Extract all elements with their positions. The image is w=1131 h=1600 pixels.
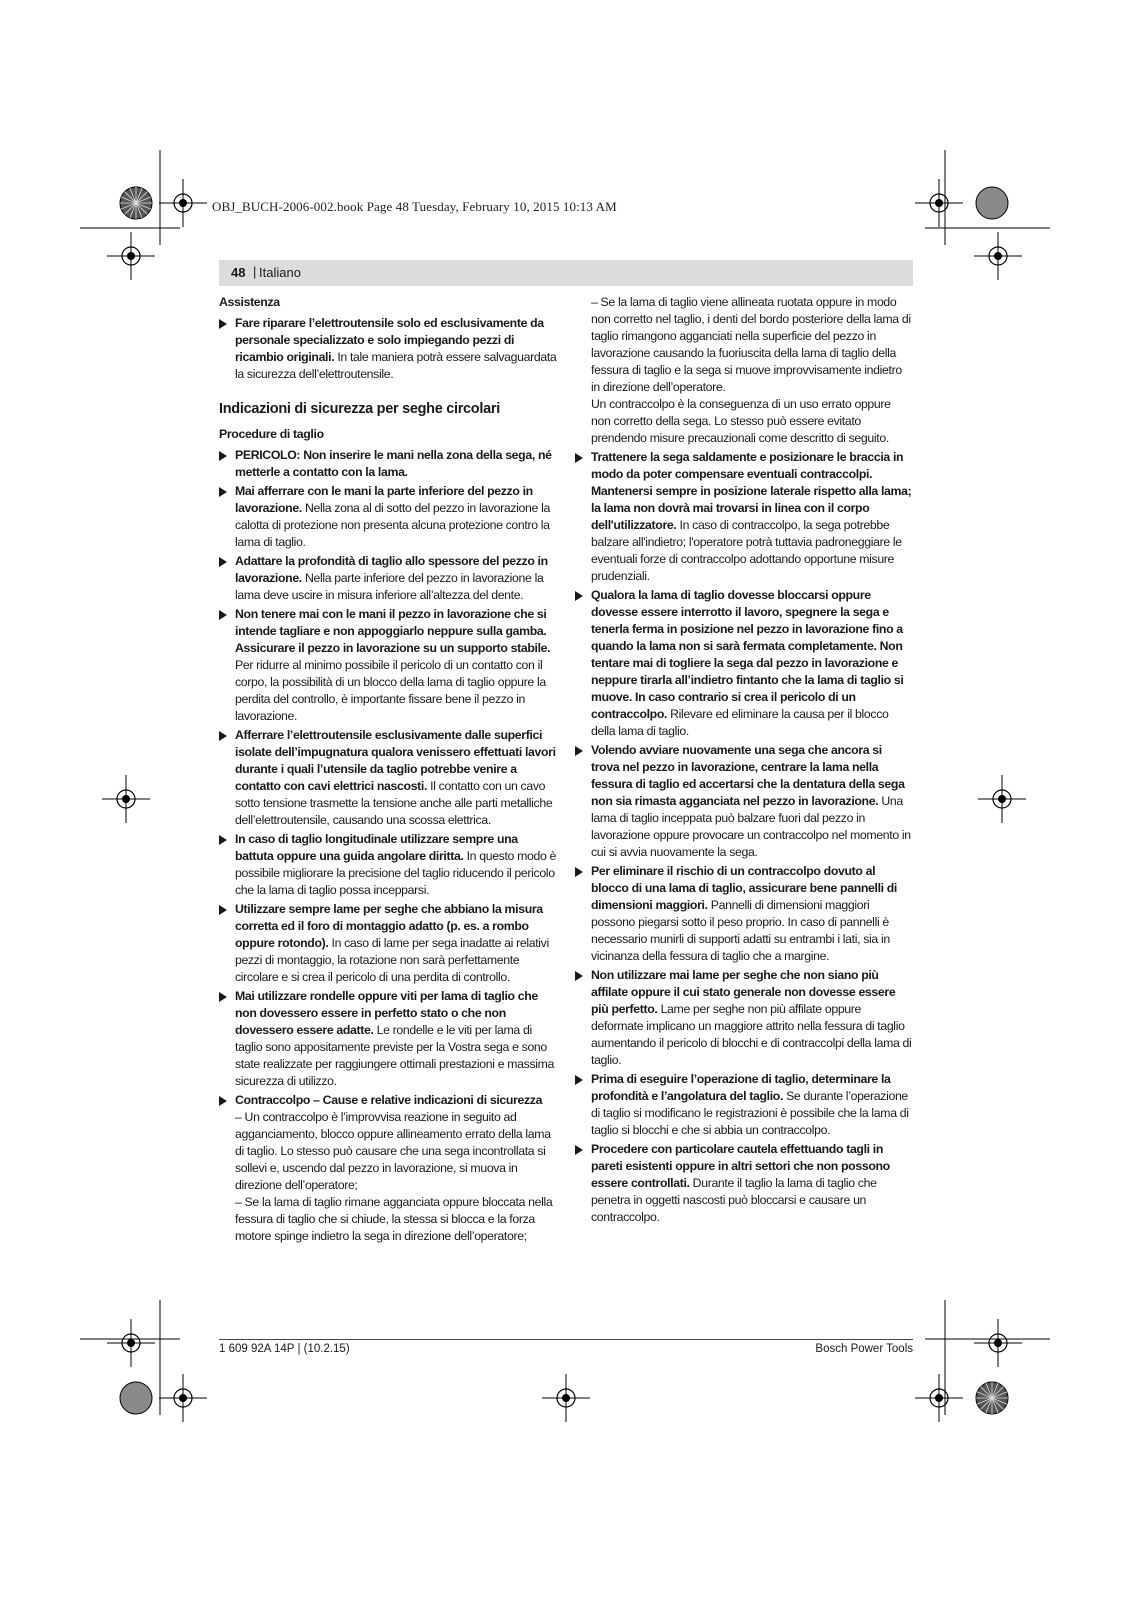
list-item	[219, 447, 557, 481]
footer-brand: Bosch Power Tools	[815, 1343, 913, 1355]
item-bold-text: Non tenere mai con le mani il pezzo in lavorazione che si intende tagliare e non appoggiarlo neppure sulla gamba. Assicurare il pezzo in lavorazione su un supporto stabile.	[235, 607, 551, 655]
item-bold-text: Mai utilizzare rondelle oppure viti per lama di taglio che non dovessero essere in perfetto stato o che non dovessero essere adatte.	[235, 989, 538, 1037]
footer-document-code: 1 609 92A 14P | (10.2.15)	[219, 1343, 350, 1355]
bullet-triangle-icon	[575, 746, 583, 756]
footer-rule	[219, 1339, 913, 1340]
list-item	[575, 449, 913, 585]
item-text: Una lama di taglio inceppata può balzare fuori dal pezzo in lavorazione oppure provocare un contraccolpo nel momento in cui si avvia nuovamente la sega.	[591, 794, 911, 859]
bullet-triangle-icon	[575, 453, 583, 463]
item-text: Nella zona al di sotto del pezzo in lavorazione la calotta di protezione non presenta alcuna protezione contro la lama di taglio.	[235, 501, 550, 549]
item-text: Lame per seghe non più affilate oppure deformate implicano un maggiore attrito nella fessura di taglio aumentando il pericolo di blocchi e di contraccolpi della lama di taglio.	[591, 1002, 912, 1067]
bullet-triangle-icon	[219, 905, 227, 915]
bullet-triangle-icon	[219, 731, 227, 741]
item-text: Durante il taglio la lama di taglio che penetra in oggetti nascosti può bloccarsi e causare un contraccolpo.	[591, 1176, 877, 1224]
language-label: Italiano	[259, 265, 301, 280]
item-bold-text: Prima di eseguire l’operazione di taglio, determinare la profondità e l’angolatura del taglio.	[591, 1072, 891, 1103]
bullet-triangle-icon	[219, 610, 227, 620]
bullet-triangle-icon	[575, 867, 583, 877]
list-item	[219, 553, 557, 604]
bullet-triangle-icon	[219, 992, 227, 1002]
item-bold-text: Qualora la lama di taglio dovesse bloccarsi oppure dovesse essere interrotto il lavoro, spegnere la sega e tenerla ferma in posizione nel pezzo in lavorazione fino a quando la lama non si sarà fermata completamente. Non tentare mai di togliere la sega dal pezzo in lavorazione e neppure tirarla all’indietro fintanto che la lama di taglio si muove. In caso contrario si crea il pericolo di un contraccolpo.	[591, 588, 904, 721]
item-bold-text: Procedere con particolare cautela effettuando tagli in pareti esistenti oppure in altri settori che non possono essere controllati.	[591, 1142, 890, 1190]
right-column	[575, 294, 913, 1228]
item-text: In caso di contraccolpo, la sega potrebbe balzare all'indietro; l'operatore potrà tuttavia padroneggiare le eventuali forze di contraccolpo adottando opportune misure prudenziali.	[591, 518, 902, 583]
item-bold-text: Utilizzare sempre lame per seghe che abbiano la misura corretta ed il foro di montaggio adatto (p. es. a rombo oppure rotondo).	[235, 902, 543, 950]
bullet-triangle-icon	[219, 1096, 227, 1106]
continuation-paragraph-2: Un contraccolpo è la conseguenza di un uso errato oppure non corretto della sega. Lo stesso può essere evitato prendendo misure precauzionali come descritto di seguito.	[591, 397, 891, 445]
item-bold-text: Trattenere la sega saldamente e posizionare le braccia in modo da poter compensare eventuali contraccolpi. Mantenersi sempre in posizione laterale rispetto alla lama; la lama non dovrà mai trovarsi in linea con il corpo dell'utilizzatore.	[591, 450, 912, 532]
bullet-triangle-icon	[219, 557, 227, 567]
bullet-triangle-icon	[219, 835, 227, 845]
book-file-header: OBJ_BUCH-2006-002.book Page 48 Tuesday, February 10, 2015 10:13 AM	[212, 199, 617, 214]
list-item	[219, 988, 557, 1090]
page-header-bar	[219, 260, 913, 286]
item-text: Il contatto con un cavo sotto tensione trasmette la tensione anche alle parti metalliche dell’elettroutensile, causando una scossa elettrica.	[235, 779, 553, 827]
item-text: In tale maniera potrà essere salvaguardata la sicurezza dell’elettroutensile.	[235, 350, 557, 381]
bullet-triangle-icon	[575, 971, 583, 981]
left-column	[219, 294, 557, 1247]
kickback-paragraph-2: – Se la lama di taglio rimane agganciata oppure bloccata nella fessura di taglio che si chiude, la stessa si blocca e la forza motore spinge indietro la sega in direzione dell’operatore;	[235, 1195, 553, 1243]
list-item	[575, 863, 913, 965]
item-bold-text: Mai afferrare con le mani la parte inferiore del pezzo in lavorazione.	[235, 484, 533, 515]
continuation-paragraph-1: – Se la lama di taglio viene allineata ruotata oppure in modo non corretto nel taglio, i denti del bordo posteriore della lama di taglio rimangono agganciati nella superficie del pezzo in lavorazione causando la fuoriuscita della lama di taglio della fessura di taglio e la sega si muove improvvisamente indietro in direzione dell’operatore.	[591, 295, 911, 394]
subheading: Procedure di taglio	[219, 427, 324, 441]
bullet-triangle-icon	[575, 1075, 583, 1085]
item-bold-text: Adattare la profondità di taglio allo spessore del pezzo in lavorazione.	[235, 554, 548, 585]
item-text: Pannelli di dimensioni maggiori possono piegarsi sotto il peso proprio. In caso di pannelli è necessario munirli di supporti adatti su entrambi i lati, sia in vicinanza della fessura di taglio che a margine.	[591, 898, 890, 963]
item-text: Le rondelle e le viti per lama di taglio sono appositamente previste per la Vostra sega e sono state realizzate per raggiungere ottimali prestazioni e massima sicurezza di utilizzo.	[235, 1023, 555, 1088]
list-item	[575, 1071, 913, 1139]
list-item	[219, 727, 557, 829]
bullet-triangle-icon	[219, 319, 227, 329]
item-bold-text: PERICOLO: Non inserire le mani nella zona della sega, né metterle a contatto con la lama.	[235, 448, 552, 479]
list-item	[219, 831, 557, 899]
item-text: Per ridurre al minimo possibile il pericolo di un contatto con il corpo, la possibilità di un blocco della lama di taglio oppure la perdita del controllo, è importante fissare bene il pezzo in lavorazione.	[235, 658, 546, 723]
list-item	[219, 483, 557, 551]
bullet-triangle-icon	[575, 1145, 583, 1155]
list-item	[575, 967, 913, 1069]
item-text: In questo modo è possibile migliorare la precisione del taglio riducendo il pericolo che la lama di taglio possa incepparsi.	[235, 849, 557, 897]
assistenza-heading: Assistenza	[219, 295, 280, 309]
item-text: In caso di lame per sega inadatte ai relativi pezzi di montaggio, la rotazione non sarà perfettamente circolare e si crea il pericolo di una perdita di controllo.	[235, 936, 549, 984]
bullet-triangle-icon	[219, 487, 227, 497]
item-bold-text: Non utilizzare mai lame per seghe che non siano più affilate oppure il cui stato generale non dovesse essere più perfetto.	[591, 968, 896, 1016]
item-bold-text: Contraccolpo – Cause e relative indicazioni di sicurezza	[235, 1093, 543, 1107]
bullet-triangle-icon	[575, 591, 583, 601]
header-separator: |	[253, 264, 257, 279]
kickback-item	[219, 1092, 557, 1245]
list-item	[219, 901, 557, 986]
item-bold-text: In caso di taglio longitudinale utilizzare sempre una battuta oppure una guida angolare diritta.	[235, 832, 518, 863]
assistenza-item	[219, 315, 557, 383]
bullet-triangle-icon	[219, 451, 227, 461]
list-item	[575, 742, 913, 861]
item-bold-text: Afferrare l’elettroutensile esclusivamente dalle superfici isolate dell’impugnatura qualora venissero effettuati lavori durante i quali l’utensile da taglio potrebbe venire a contatto con cavi elettrici nascosti.	[235, 728, 556, 793]
list-item	[219, 606, 557, 725]
page-number: 48	[231, 265, 246, 280]
item-bold-text: Per eliminare il rischio di un contraccolpo dovuto al blocco di una lama di taglio, assicurare bene pannelli di dimensioni maggiori.	[591, 864, 898, 912]
kickback-continuation	[575, 294, 913, 447]
list-item	[575, 587, 913, 740]
list-item	[575, 1141, 913, 1226]
item-text: Rilevare ed eliminare la causa per il blocco della lama di taglio.	[591, 707, 889, 738]
item-text: Se durante l’operazione di taglio si modificano le registrazioni è possibile che la lama di taglio si blocchi e che si abbia un contraccolpo.	[591, 1089, 909, 1137]
item-bold-text: Volendo avviare nuovamente una sega che ancora si trova nel pezzo in lavorazione, centrare la lama nella fessura di taglio ed accertarsi che la dentatura della sega non sia rimasta agganciata nel pezzo in lavorazione.	[591, 743, 905, 808]
section-heading: Indicazioni di sicurezza per seghe circolari	[219, 401, 500, 417]
item-text: Nella parte inferiore del pezzo in lavorazione la lama deve uscire in misura inferiore all’altezza del dente.	[235, 571, 544, 602]
kickback-paragraph-1: – Un contraccolpo è l’improvvisa reazione in seguito ad agganciamento, blocco oppure allineamento errato della lama di taglio. Lo stesso può causare che una sega incontrollata si sollevi e, uscendo dal pezzo in lavorazione, si muova in direzione dell’operatore;	[235, 1110, 551, 1192]
item-bold-text: Fare riparare l’elettroutensile solo ed esclusivamente da personale specializzato e solo impiegando pezzi di ricambio originali.	[235, 316, 544, 364]
